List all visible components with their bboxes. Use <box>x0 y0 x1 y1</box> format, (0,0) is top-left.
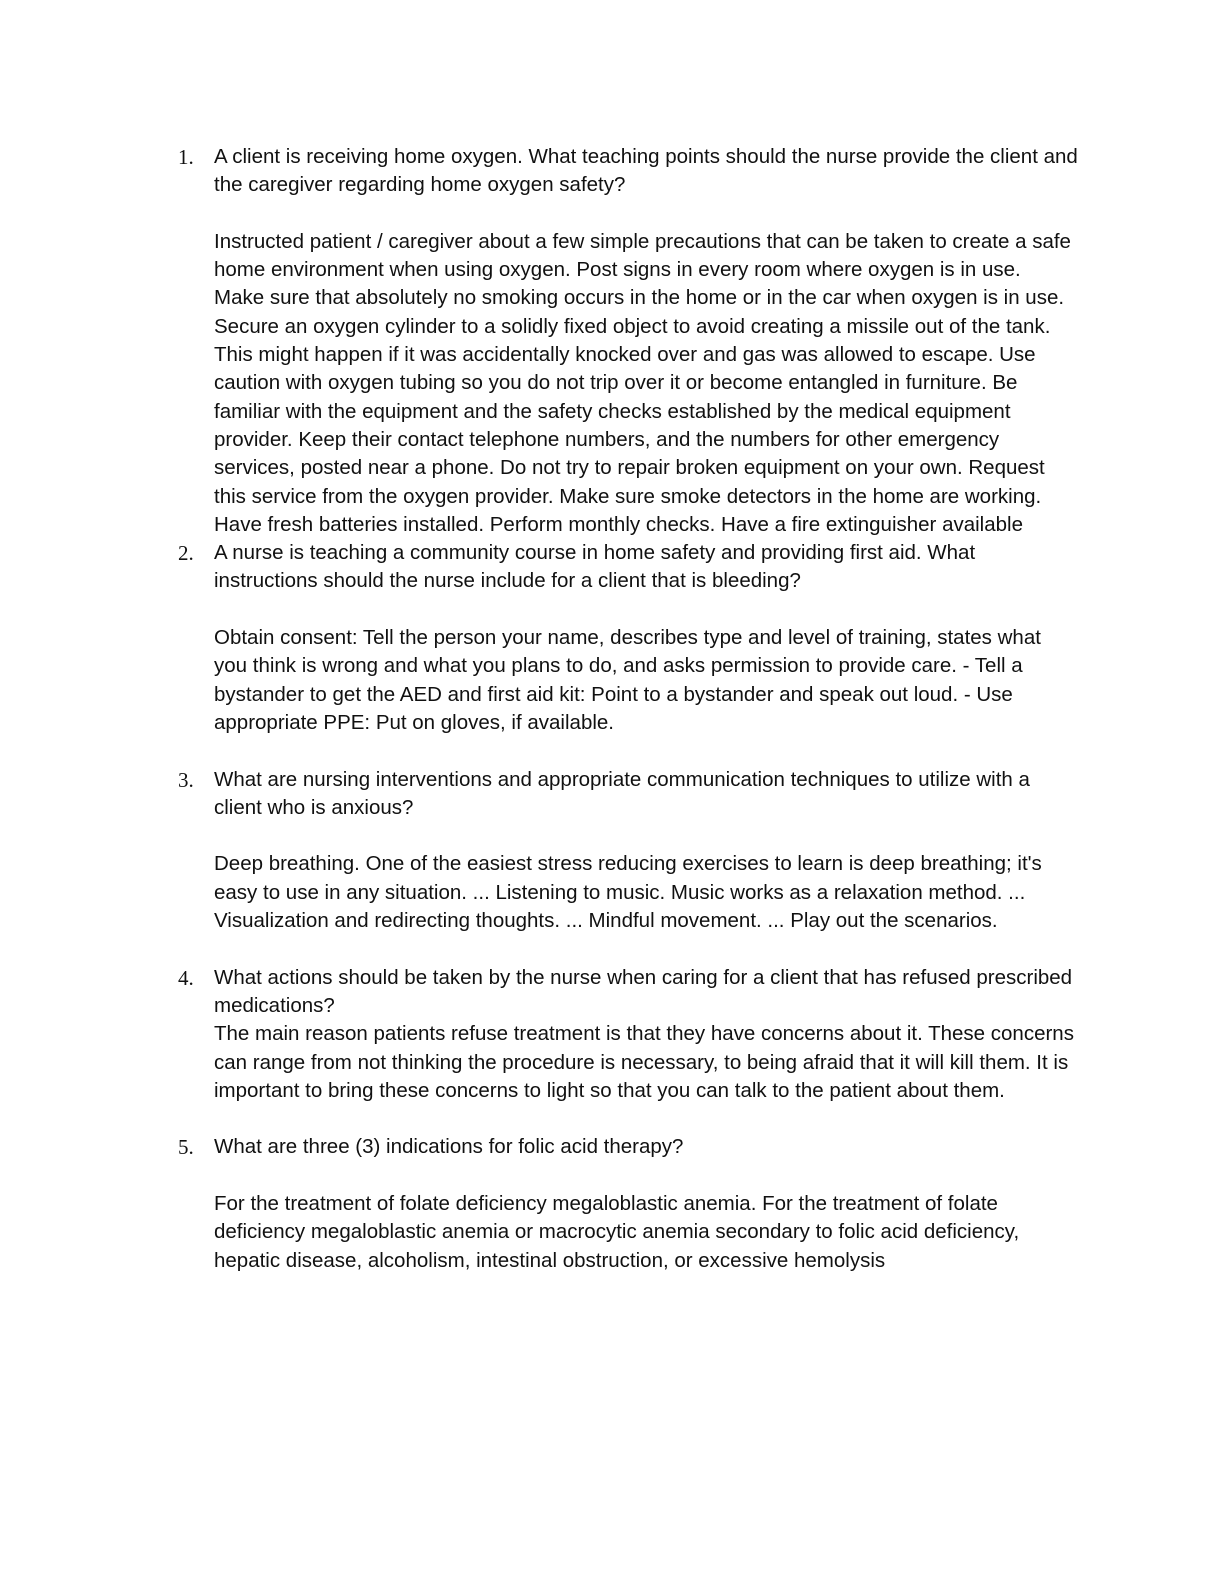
question-text: What are three (3) indications for folic acid therapy? <box>214 1135 684 1159</box>
question-item-2 <box>178 539 1078 737</box>
answer-text: Instructed patient / caregiver about a few simple precautions that can be taken to create a safe home environment when using oxygen. Post signs in every room where oxygen is in use. Make sure that absolutely no smoking occurs in the home or in the car when oxygen is in use. Secure an oxygen cylinder to a solidly fixed object to avoid creating a missile out of the tank. This might happen if it was accidentally knocked over and gas was allowed to escape. Use caution with oxygen tubing so you do not trip over it or become entangled in furniture. Be familiar with the equipment and the safety checks established by the medical equipment provider. Keep their contact telephone numbers, and the numbers for other emergency services, posted near a phone. Do not try to repair broken equipment on your own. Request this service from the oxygen provider. Make sure smoke detectors in the home are working. Have fresh batteries installed. Perform monthly checks. Have a fire extinguisher available <box>214 229 1071 536</box>
question-number: 3. <box>178 767 194 792</box>
question-text: What actions should be taken by the nurse when caring for a client that has refused prescribed medications? <box>214 965 1073 1017</box>
answer-text: Obtain consent: Tell the person your name, describes type and level of training, states what you think is wrong and what you plans to do, and asks permission to provide care. - Tell a bystander to get the AED and first aid kit: Point to a bystander and speak out loud. - Use appropriate PPE: Put on gloves, if available. <box>214 626 1041 734</box>
question-item-4 <box>178 964 1078 1105</box>
question-item-1 <box>178 143 1078 539</box>
paragraph-gap <box>214 822 1078 850</box>
answer-text: Deep breathing. One of the easiest stress reducing exercises to learn is deep breathing; it's easy to use in any situation. ... Listening to music. Music works as a relaxation method. ... Visualization and redirecting thoughts. ... Mindful movement. ... Play out the scenarios. <box>214 852 1042 933</box>
question-text: What are nursing interventions and appropriate communication techniques to utilize with a client who is anxious? <box>214 767 1030 819</box>
question-text: A nurse is teaching a community course in home safety and providing first aid. What instructions should the nurse include for a client that is bleeding? <box>214 541 976 593</box>
question-number: 5. <box>178 1135 194 1160</box>
paragraph-gap <box>214 1162 1078 1190</box>
question-item-3 <box>178 766 1078 936</box>
question-list <box>178 143 1078 1275</box>
question-item-5 <box>178 1133 1078 1274</box>
answer-text: For the treatment of folate deficiency megaloblastic anemia. For the treatment of folate deficiency megaloblastic anemia or macrocytic anemia secondary to folic acid deficiency, hepatic disease, alcoholism, intestinal obstruction, or excessive hemolysis <box>214 1191 1020 1272</box>
question-text: A client is receiving home oxygen. What teaching points should the nurse provide the client and the caregiver regarding home oxygen safety? <box>214 145 1078 197</box>
question-number: 2. <box>178 541 194 566</box>
answer-text: The main reason patients refuse treatment is that they have concerns about it. These concerns can range from not thinking the procedure is necessary, to being afraid that it will kill them. It is important to bring these concerns to light so that you can talk to the patient about them. <box>214 1022 1074 1102</box>
paragraph-gap <box>214 596 1078 624</box>
question-number: 1. <box>178 145 194 169</box>
paragraph-gap <box>214 200 1078 228</box>
question-number: 4. <box>178 965 194 990</box>
